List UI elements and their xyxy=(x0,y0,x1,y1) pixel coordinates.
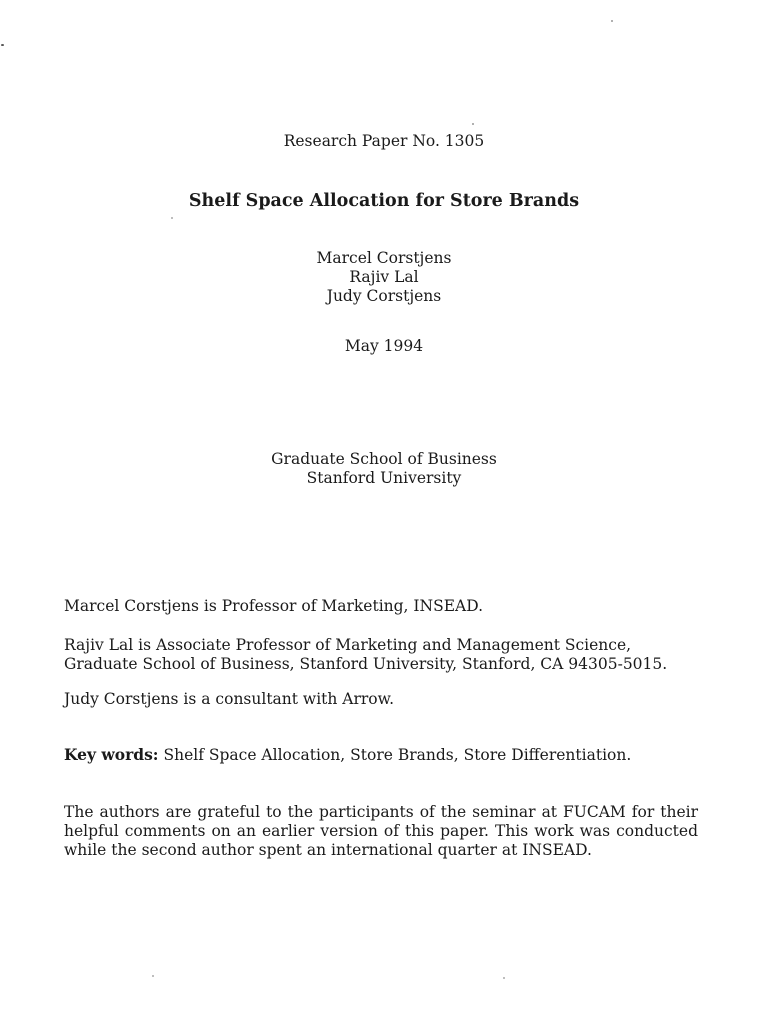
scan-speck xyxy=(611,20,613,22)
author-list xyxy=(0,249,768,306)
author-name: Judy Corstjens xyxy=(326,287,442,305)
keywords-text: Shelf Space Allocation, Store Brands, Store Differentiation. xyxy=(163,746,632,764)
keywords-line xyxy=(64,745,698,765)
author-name: Rajiv Lal xyxy=(349,268,419,286)
school-name: Graduate School of Business xyxy=(271,450,497,468)
scan-speck xyxy=(1,44,4,46)
author-name: Marcel Corstjens xyxy=(316,249,452,267)
paper-number: Research Paper No. 1305 xyxy=(283,132,485,150)
paper-title: Shelf Space Allocation for Store Brands xyxy=(188,191,580,211)
scan-speck xyxy=(503,977,505,979)
scan-speck xyxy=(171,217,173,219)
affiliation-note: Marcel Corstjens is Professor of Marketing, INSEAD. xyxy=(64,597,484,615)
acknowledgement-paragraph: The authors are grateful to the participants of the seminar at FUCAM for their helpful comments on an earlier version of this paper. This work was conducted while the second author spent an international quarter at INSEAD. xyxy=(64,803,698,859)
keywords-label: Key words: xyxy=(64,745,159,764)
affiliation-note: Rajiv Lal is Associate Professor of Marketing and Management Science, Graduate School of Business, Stanford University, Stanford, CA 94305-5015. xyxy=(64,636,668,673)
scan-speck xyxy=(152,975,154,977)
publication-date: May 1994 xyxy=(344,337,424,355)
affiliation-note: Judy Corstjens is a consultant with Arrow. xyxy=(64,690,394,708)
scan-speck xyxy=(472,123,474,125)
institution-block xyxy=(0,450,768,488)
university-name: Stanford University xyxy=(306,469,462,487)
